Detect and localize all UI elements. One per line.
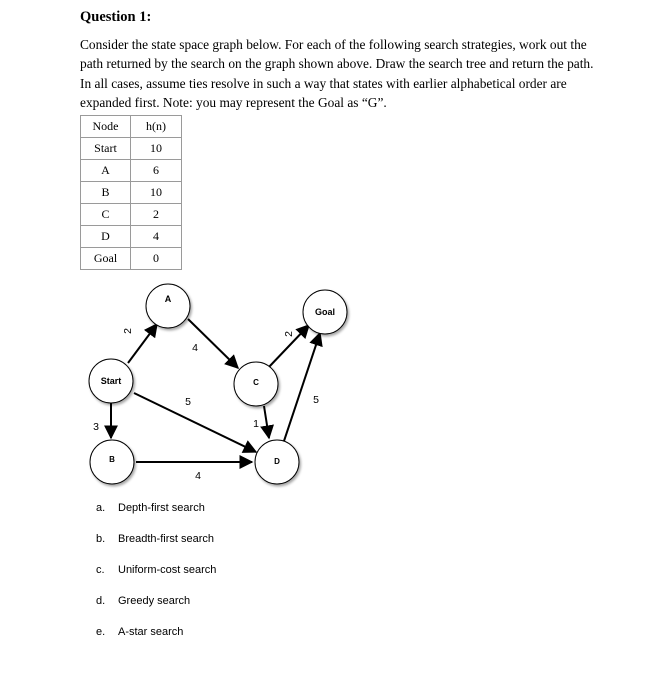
graph-node-a: [146, 284, 190, 328]
edge-weight-start-b: 3: [93, 421, 99, 433]
table-cell-node: Goal: [81, 248, 131, 270]
node-label-start: Start: [100, 376, 122, 386]
table-cell-node: D: [81, 226, 131, 248]
table-cell-node: A: [81, 160, 131, 182]
list-item-text: A-star search: [118, 626, 184, 638]
table-cell-node: B: [81, 182, 131, 204]
question-title: Question 1:: [80, 9, 152, 25]
graph-node-c: [234, 362, 278, 406]
list-item-letter: c.: [96, 564, 105, 576]
table-cell-node: C: [81, 204, 131, 226]
table-header-h: h(n): [131, 116, 182, 138]
edge-d-goal: [284, 333, 320, 441]
edge-weight-start-d: 5: [185, 396, 191, 408]
node-label-goal: Goal: [314, 307, 336, 317]
list-item-text: Greedy search: [118, 595, 191, 607]
list-item-letter: d.: [96, 595, 106, 607]
edge-c-d: [264, 406, 269, 438]
graph-node-goal: [303, 290, 347, 334]
question-text: Consider the state space graph below. For each of the following search strategies, work out the path returned by the search on the graph shown above. Draw the search tree and return the path. In all cases, assume ties resolve in such a way that states with earlier alphabetical order are expanded first. Note: you may represent the Goal as “G”.: [80, 37, 594, 110]
edge-weight-d-goal: 5: [313, 394, 319, 406]
strategy-list: [96, 500, 216, 655]
edge-start-d: [134, 393, 256, 452]
list-item: [96, 500, 216, 531]
edge-weight-c-d: 1: [253, 418, 259, 430]
list-item-text: Breadth-first search: [118, 533, 214, 545]
list-item-letter: b.: [96, 533, 106, 545]
node-label-d: D: [274, 457, 280, 466]
node-label-c: C: [253, 378, 259, 387]
graph-node-start: [89, 359, 133, 403]
edge-weight-b-d: 4: [195, 470, 201, 482]
list-item: [96, 624, 216, 655]
table-cell-h: 10: [131, 138, 182, 160]
table-cell-h: 4: [131, 226, 182, 248]
list-item: [96, 593, 216, 624]
node-label-b: B: [109, 455, 115, 464]
list-item-text: Uniform-cost search: [118, 564, 217, 576]
node-label-a: A: [164, 294, 172, 304]
edge-weight-start-a: 2: [122, 328, 134, 334]
table-cell-h: 2: [131, 204, 182, 226]
table-header-node: Node: [81, 116, 131, 138]
list-item-letter: a.: [96, 502, 106, 514]
list-item: [96, 562, 216, 593]
table-cell-h: 10: [131, 182, 182, 204]
edge-weight-a-c: 4: [192, 342, 198, 354]
list-item-text: Depth-first search: [118, 502, 205, 514]
graph-node-b: [90, 440, 134, 484]
list-item-letter: e.: [96, 626, 106, 638]
list-item: [96, 531, 216, 562]
edge-weight-c-goal: 2: [283, 331, 295, 337]
table-cell-h: 0: [131, 248, 182, 270]
table-cell-node: Start: [81, 138, 131, 160]
table-cell-h: 6: [131, 160, 182, 182]
graph-node-d: [255, 440, 299, 484]
